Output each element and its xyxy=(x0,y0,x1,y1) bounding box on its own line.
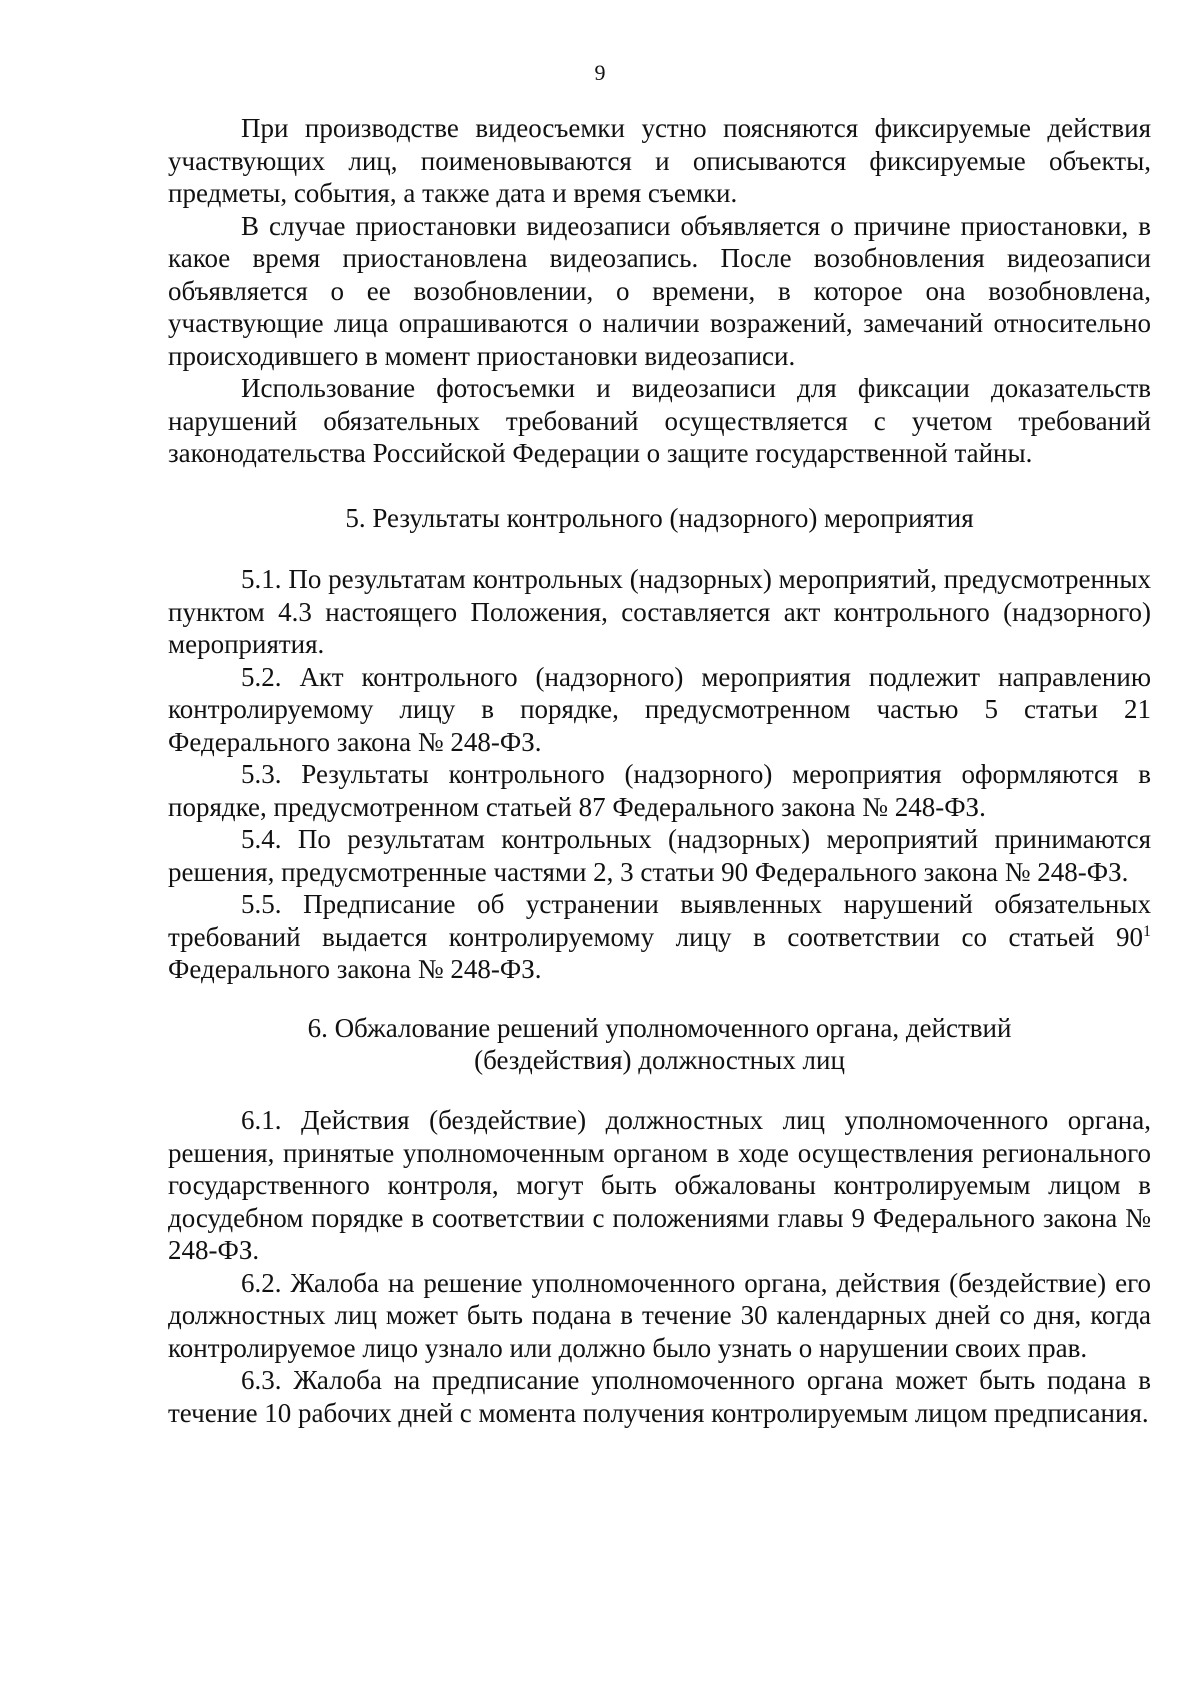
section-6-heading-line-1: 6. Обжалование решений уполномоченного органа, действий xyxy=(307,1013,1012,1043)
clause-5-3: 5.3. Результаты контрольного (надзорного) мероприятия оформляются в порядке, предусмотренном статьей 87 Федерального закона № 248-ФЗ. xyxy=(168,759,1151,822)
clause-5-2: 5.2. Акт контрольного (надзорного) мероприятия подлежит направлению контролируемому лицу в порядке, предусмотренном частью 5 статьи 21 Федерального закона № 248-ФЗ. xyxy=(168,661,1151,757)
clause-5-5 xyxy=(168,888,1151,986)
clause-5-5-text-end: Федерального закона № 248-ФЗ. xyxy=(168,954,542,984)
section-5-heading: 5. Результаты контрольного (надзорного) мероприятия xyxy=(345,503,974,533)
paragraph-state-secret: Использование фотосъемки и видеозаписи для фиксации доказательств нарушений обязательных требований осуществляется с учетом требований законодательства Российской Федерации о защите государственной тайны. xyxy=(168,373,1151,468)
clause-6-2: 6.2. Жалоба на решение уполномоченного органа, действия (бездействие) его должностных лиц может быть подана в течение 30 календарных дней со дня, когда контролируемое лицо узнало или должно было узнать о нарушении своих прав. xyxy=(168,1267,1151,1363)
section-6-heading xyxy=(168,1012,1151,1076)
section-6-heading-line-2: (бездействия) должностных лиц xyxy=(474,1045,845,1075)
clause-5-4: 5.4. По результатам контрольных (надзорных) мероприятий принимаются решения, предусмотренные частями 2, 3 статьи 90 Федерального закона № 248-ФЗ. xyxy=(168,824,1151,887)
clause-6-3: 6.3. Жалоба на предписание уполномоченного органа может быть подана в течение 10 рабочих дней с момента получения контролируемым лицом предписания. xyxy=(168,1365,1151,1428)
clause-5-1: 5.1. По результатам контрольных (надзорных) мероприятий, предусмотренных пунктом 4.3 настоящего Положения, составляется акт контрольного (надзорного) мероприятия. xyxy=(168,564,1151,659)
section-6-appeals xyxy=(168,1104,1151,1429)
section-5-results xyxy=(168,563,1151,986)
section-6-heading-wrap xyxy=(168,1012,1151,1076)
clause-5-5-superscript: 1 xyxy=(1143,922,1151,940)
section-5-heading-wrap xyxy=(168,502,1151,534)
page-number: 9 xyxy=(594,60,606,85)
paragraph-video-suspension: В случае приостановки видеозаписи объявляется о причине приостановки, в какое время приостановлена видеозапись. После возобновления видеозаписи объявляется о ее возобновлении, о времени, в которое она возобновлена, участвующие лица опрашиваются о наличии возражений, замечаний относительно происходившего в момент приостановки видеозаписи. xyxy=(168,210,1151,371)
clause-5-5-text: 5.5. Предписание об устранении выявленных нарушений обязательных требований выдается контролируемому лицу в соответствии со статьей 90 xyxy=(168,889,1151,952)
paragraph-video-explanation: При производстве видеосъемки устно поясняются фиксируемые действия участвующих лиц, поименовываются и описываются фиксируемые объекты, предметы, события, а также дата и время съемки. xyxy=(168,113,1151,208)
section-video-recording xyxy=(168,112,1151,470)
clause-6-1: 6.1. Действия (бездействие) должностных лиц уполномоченного органа, решения, принятые уполномоченным органом в ходе осуществления регионального государственного контроля, могут быть обжалованы контролируемым лицом в досудебном порядке в соответствии с положениями главы 9 Федерального закона № 248-ФЗ. xyxy=(168,1105,1151,1265)
